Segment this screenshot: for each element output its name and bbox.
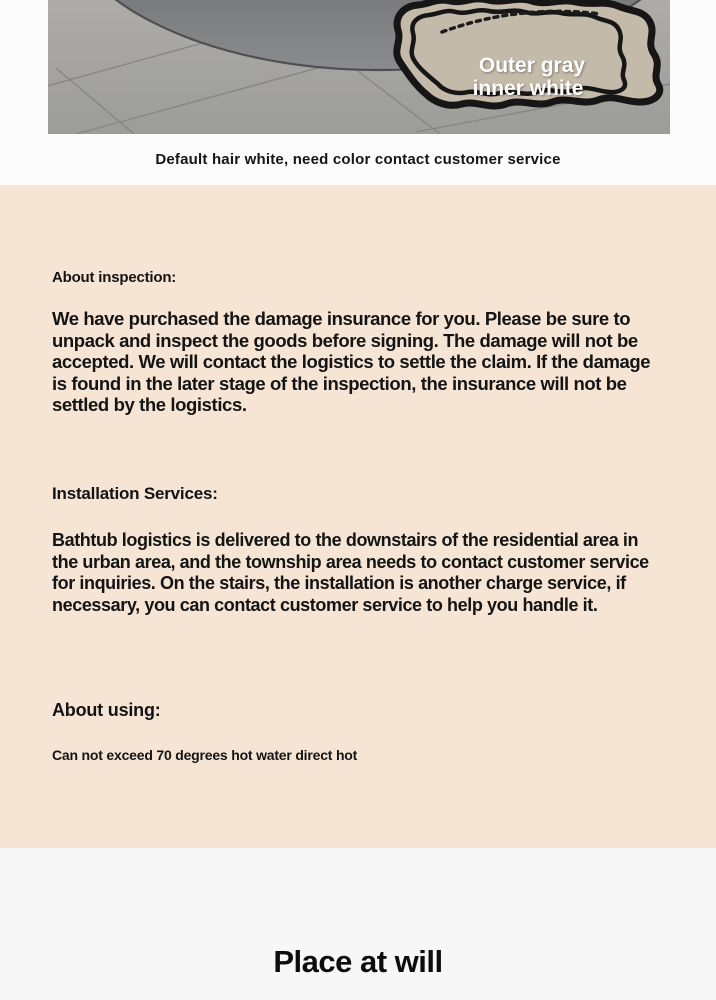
mat-label-line2: inner white <box>472 77 584 100</box>
bath-mat <box>397 0 660 106</box>
footer-title: Place at will <box>273 944 443 979</box>
usage-heading: About using: <box>52 700 161 720</box>
installation-body: Bathtub logistics is delivered to the downstairs of the residential area in the urban area, and the township area needs to contact customer service for inquiries. On the stairs, the installation is another charge service, if necessary, you can contact customer service to help you handle it. <box>52 530 649 615</box>
footer-section <box>0 848 716 1000</box>
bathtub-photo <box>48 0 670 134</box>
usage-body: Can not exceed 70 degrees hot water direct hot <box>52 747 358 763</box>
inspection-heading: About inspection: <box>52 269 177 286</box>
photo-caption: Default hair white, need color contact customer service <box>0 134 716 185</box>
inspection-body: We have purchased the damage insurance for you. Please be sure to unpack and inspect the goods before signing. The damage will not be accepted. We will contact the logistics to settle the claim. If the damage is found in the later stage of the inspection, the insurance will not be settled by the logistics. <box>52 308 651 416</box>
installation-heading: Installation Services: <box>52 484 218 503</box>
hero-section <box>0 0 716 134</box>
info-panel <box>0 185 716 848</box>
mat-label-line1: Outer gray <box>478 54 586 77</box>
